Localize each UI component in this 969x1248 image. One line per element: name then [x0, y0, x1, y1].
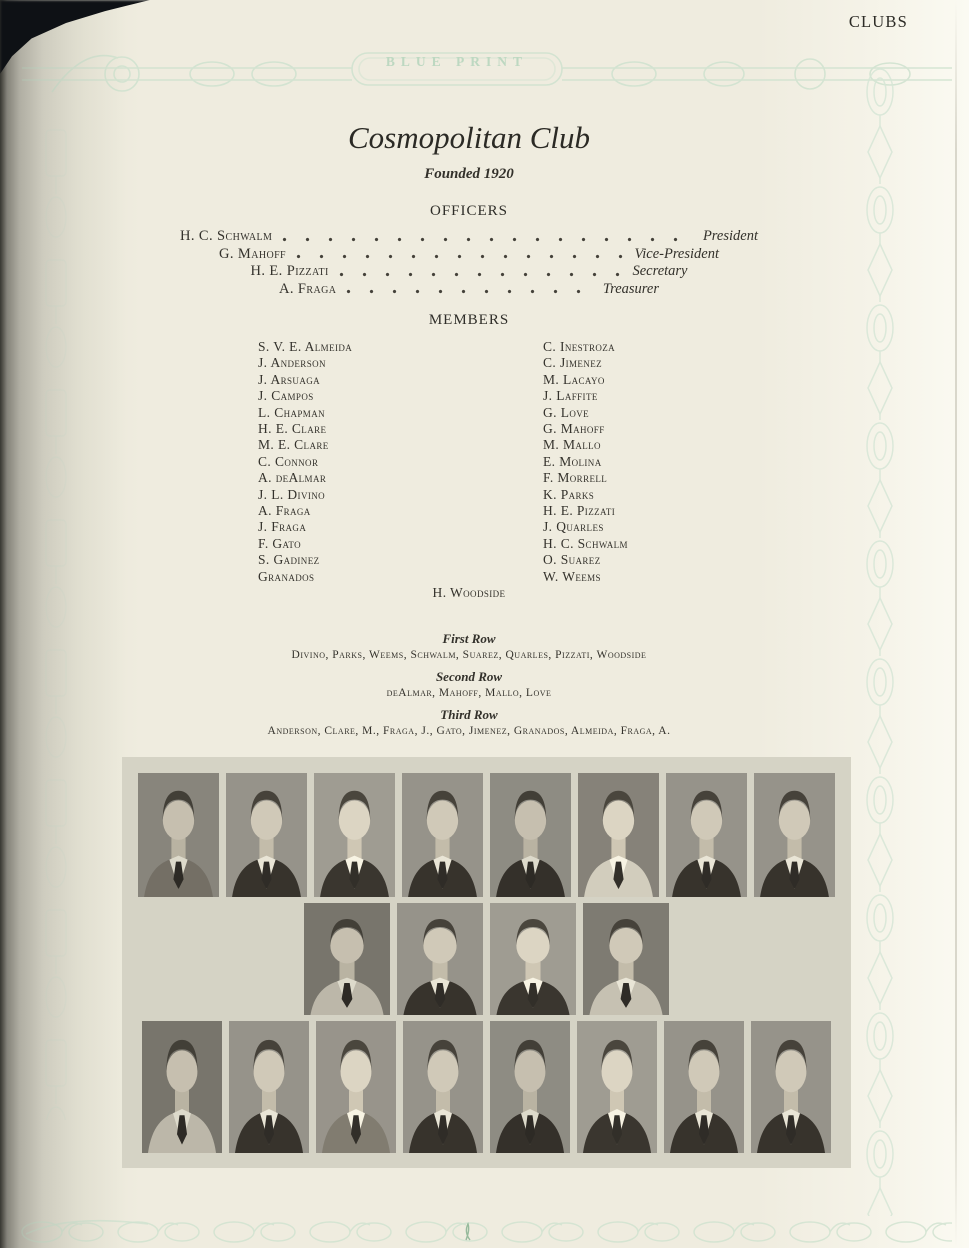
- book-cover-corner: [0, 0, 150, 74]
- member-name: H. E. Clare: [258, 421, 327, 437]
- portrait-photo: [666, 773, 747, 897]
- page-edge-crease: [955, 0, 957, 1248]
- member-name: J. Fraga: [258, 519, 307, 535]
- right-border-ornament: [850, 66, 912, 1216]
- photo-montage: [122, 757, 851, 1168]
- member-name: G. Mahoff: [543, 421, 605, 437]
- portrait-photo: [226, 773, 307, 897]
- blueprint-banner-text: BLUE PRINT: [385, 54, 529, 69]
- member-name: S. V. E. Almeida: [258, 339, 353, 354]
- portrait-silhouette: [577, 1021, 657, 1153]
- portrait-silhouette: [229, 1021, 309, 1153]
- portrait-photo: [751, 1021, 831, 1153]
- member-name: J. L. Divino: [258, 486, 326, 502]
- officer-row: [279, 281, 659, 299]
- member-name: J. Campos: [258, 388, 314, 404]
- member-name: E. Molina: [543, 453, 602, 469]
- member-name-centered: H. Woodside: [432, 585, 506, 600]
- portrait-silhouette: [304, 903, 390, 1015]
- portrait-silhouette: [583, 903, 669, 1015]
- portrait-silhouette: [316, 1021, 396, 1153]
- portrait-silhouette: [664, 1021, 744, 1153]
- member-name: W. Weems: [543, 568, 601, 584]
- photo-row-label: Second Row: [435, 669, 503, 684]
- portrait-photo: [490, 773, 571, 897]
- portrait-silhouette: [490, 773, 571, 897]
- portrait-silhouette: [314, 773, 395, 897]
- officers-list: [0, 228, 938, 298]
- portrait-photo: [314, 773, 395, 897]
- photo-row-2: [122, 903, 851, 1015]
- officer-title: Secretary: [632, 263, 688, 279]
- officer-name: A. Fraga: [279, 280, 337, 297]
- photo-row-label: First Row: [442, 631, 496, 646]
- member-name: C. Jimenez: [543, 355, 602, 371]
- photo-row-names: Anderson, Clare, M., Fraga, J., Gato, Jimenez, Granados, Almeida, Fraga, A.: [267, 725, 671, 737]
- member-name: J. Anderson: [258, 355, 326, 371]
- member-name: C. Connor: [258, 453, 319, 469]
- officer-name: H. E. Pizzati: [250, 263, 329, 279]
- officer-row: [219, 246, 719, 264]
- book-binding-shadow: [0, 0, 130, 1248]
- member-name: Granados: [258, 568, 315, 584]
- portrait-photo: [142, 1021, 222, 1153]
- member-name: O. Suarez: [543, 552, 601, 568]
- officer-name: H. C. Schwalm: [180, 228, 273, 244]
- portrait-silhouette: [138, 773, 219, 897]
- portrait-silhouette: [754, 773, 835, 897]
- portrait-photo: [138, 773, 219, 897]
- portrait-silhouette: [666, 773, 747, 897]
- club-title: Cosmopolitan Club: [347, 120, 590, 155]
- member-name: A. Fraga: [258, 503, 311, 519]
- portrait-photo: [229, 1021, 309, 1153]
- photo-row-1: [122, 773, 851, 897]
- bottom-border-ornament: [18, 1212, 952, 1248]
- member-name: H. C. Schwalm: [543, 535, 628, 551]
- portrait-photo: [316, 1021, 396, 1153]
- member-name: A. deAlmar: [258, 470, 327, 486]
- portrait-photo: [583, 903, 669, 1015]
- portrait-photo: [403, 1021, 483, 1153]
- dot-leader: [346, 289, 593, 294]
- photo-captions: [0, 631, 938, 745]
- member-name: S. Gadinez: [258, 552, 320, 568]
- member-name: K. Parks: [543, 486, 595, 502]
- portrait-photo: [577, 1021, 657, 1153]
- portrait-photo: [397, 903, 483, 1015]
- member-name: F. Gato: [258, 535, 302, 551]
- left-border-ornament: [34, 120, 78, 1120]
- member-name: J. Laffite: [543, 388, 598, 404]
- founded-line: Founded 1920: [424, 166, 514, 182]
- top-border-ornament: [22, 40, 952, 102]
- officer-title: President: [702, 228, 758, 244]
- member-name: M. Lacayo: [543, 371, 605, 387]
- member-name: H. E. Pizzati: [543, 503, 616, 519]
- portrait-silhouette: [490, 1021, 570, 1153]
- members-column-2: [543, 339, 628, 585]
- portrait-silhouette: [490, 903, 576, 1015]
- portrait-photo: [664, 1021, 744, 1153]
- member-name: L. Chapman: [258, 404, 326, 420]
- officer-name: G. Mahoff: [219, 245, 287, 262]
- member-name: M. E. Clare: [258, 437, 329, 453]
- portrait-silhouette: [403, 1021, 483, 1153]
- dot-leader: [296, 254, 624, 259]
- member-name: J. Quarles: [543, 519, 604, 535]
- officer-row: [180, 228, 758, 246]
- portrait-silhouette: [751, 1021, 831, 1153]
- portrait-silhouette: [142, 1021, 222, 1153]
- portrait-photo: [304, 903, 390, 1015]
- member-name: M. Mallo: [543, 437, 601, 453]
- photo-row-names: Divino, Parks, Weems, Schwalm, Suarez, Quarles, Pizzati, Woodside: [291, 649, 647, 661]
- portrait-silhouette: [397, 903, 483, 1015]
- portrait-photo: [754, 773, 835, 897]
- officer-row: [251, 263, 688, 281]
- officer-title: Vice-President: [634, 245, 719, 262]
- members-heading: MEMBERS: [428, 312, 510, 328]
- members-list: [0, 339, 938, 589]
- members-column-1: [258, 339, 352, 585]
- dot-leader: [339, 272, 623, 277]
- portrait-silhouette: [402, 773, 483, 897]
- photo-row-label: Third Row: [440, 707, 498, 722]
- member-name: C. Inestroza: [543, 339, 616, 354]
- portrait-photo: [578, 773, 659, 897]
- portrait-silhouette: [578, 773, 659, 897]
- member-name: G. Love: [543, 404, 590, 420]
- clubs-section-label: CLUBS: [848, 12, 908, 31]
- member-name: F. Morrell: [543, 470, 608, 486]
- member-name: J. Arsuaga: [258, 371, 321, 387]
- officer-title: Treasurer: [602, 280, 659, 297]
- officers-heading: OFFICERS: [429, 203, 509, 219]
- portrait-photo: [490, 903, 576, 1015]
- portrait-photo: [490, 1021, 570, 1153]
- photo-row-3: [122, 1021, 851, 1153]
- portrait-photo: [402, 773, 483, 897]
- dot-leader: [282, 237, 693, 242]
- photo-row-names: deAlmar, Mahoff, Mallo, Love: [386, 687, 552, 699]
- portrait-silhouette: [226, 773, 307, 897]
